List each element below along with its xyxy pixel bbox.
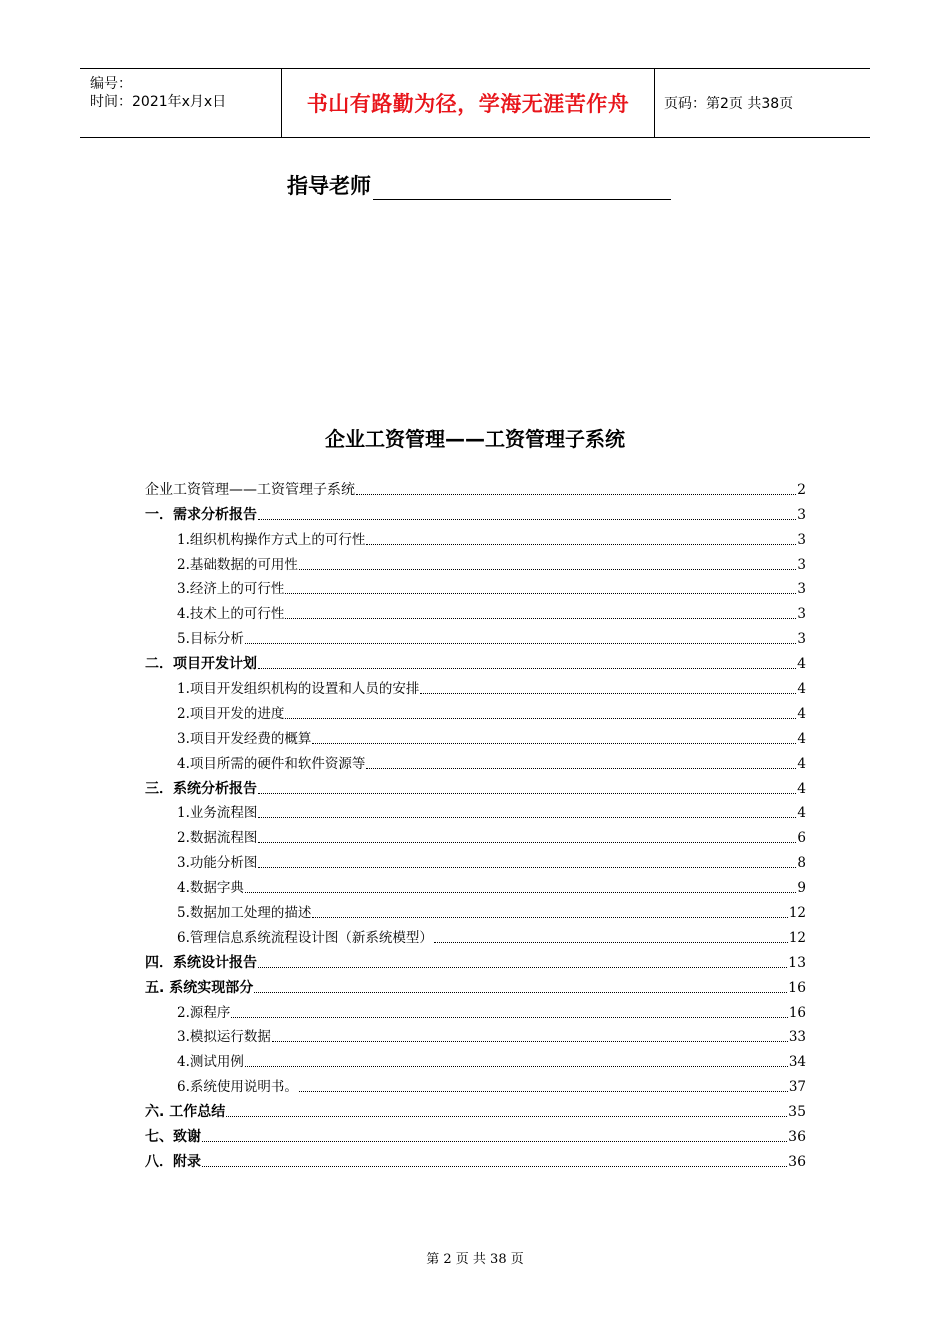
- toc-entry-page: 36: [788, 1153, 806, 1170]
- header-page-cell: [654, 69, 870, 137]
- toc-entry-page: 4: [797, 755, 806, 772]
- toc-entry[interactable]: [145, 648, 806, 673]
- toc-entry-label: 3.项目开发经费的概算: [177, 730, 312, 747]
- toc-entry-page: 2: [797, 481, 806, 498]
- toc-leader-dots: [258, 967, 787, 968]
- toc-entry-page: 3: [797, 606, 806, 623]
- toc-entry-page: 34: [788, 1054, 806, 1071]
- toc-entry-label: 3.功能分析图: [177, 855, 258, 872]
- toc-entry-label: 5.数据加工处理的描述: [177, 905, 312, 922]
- toc-entry[interactable]: [145, 623, 806, 648]
- toc-leader-dots: [366, 768, 796, 769]
- toc-entry-page: 3: [797, 506, 806, 523]
- toc-entry-label: 六. 工作总结: [145, 1104, 226, 1121]
- toc-entry-label: 八．附录: [145, 1153, 201, 1170]
- toc-leader-dots: [312, 917, 787, 918]
- toc-entry-label: 4.项目所需的硬件和软件资源等: [177, 755, 366, 772]
- toc-entry-page: 9: [797, 880, 806, 897]
- toc-entry[interactable]: [145, 798, 806, 823]
- toc-leader-dots: [226, 1116, 787, 1117]
- toc-entry-page: 4: [797, 681, 806, 698]
- toc-leader-dots: [202, 1166, 787, 1167]
- header-meta: [80, 69, 280, 137]
- toc-entry-label: 七、致谢: [145, 1129, 201, 1146]
- toc-entry[interactable]: [145, 673, 806, 698]
- toc-entry-page: 4: [797, 780, 806, 797]
- toc-entry[interactable]: [145, 1121, 806, 1146]
- toc-entry[interactable]: [145, 1046, 806, 1071]
- toc-entry-label: 1.业务流程图: [177, 805, 258, 822]
- table-of-contents: [145, 474, 806, 1171]
- toc-entry-label: 2.项目开发的进度: [177, 705, 285, 722]
- toc-entry[interactable]: [145, 822, 806, 847]
- toc-entry-page: 3: [797, 631, 806, 648]
- toc-entry[interactable]: [145, 773, 806, 798]
- toc-entry-page: 16: [788, 979, 806, 996]
- toc-entry-label: 6.管理信息系统流程设计图（新系统模型）: [177, 929, 433, 946]
- toc-entry-page: 12: [788, 929, 806, 946]
- document-title: 企业工资管理——工资管理子系统: [325, 427, 625, 451]
- toc-leader-dots: [272, 1041, 788, 1042]
- toc-entry[interactable]: [145, 1096, 806, 1121]
- toc-leader-dots: [299, 1091, 788, 1092]
- toc-leader-dots: [258, 793, 796, 794]
- toc-entry-label: 6.系统使用说明书。: [177, 1079, 298, 1096]
- toc-entry-label: 四．系统设计报告: [145, 954, 257, 971]
- toc-leader-dots: [258, 519, 796, 520]
- toc-leader-dots: [366, 544, 796, 545]
- toc-leader-dots: [245, 1066, 788, 1067]
- toc-entry-page: 37: [788, 1079, 806, 1096]
- toc-leader-dots: [356, 494, 796, 495]
- toc-entry-page: 12: [788, 905, 806, 922]
- motto: 书山有路勤为径，学海无涯苦作舟: [306, 92, 630, 116]
- toc-leader-dots: [285, 593, 796, 594]
- toc-entry[interactable]: [145, 1146, 806, 1171]
- toc-entry[interactable]: [145, 574, 806, 599]
- toc-leader-dots: [285, 618, 796, 619]
- toc-entry-label: 企业工资管理——工资管理子系统: [145, 481, 355, 498]
- toc-entry-page: 6: [797, 830, 806, 847]
- toc-entry[interactable]: [145, 897, 806, 922]
- toc-entry-page: 3: [797, 581, 806, 598]
- toc-entry-page: 16: [788, 1004, 806, 1021]
- toc-leader-dots: [434, 942, 788, 943]
- toc-entry-label: 二．项目开发计划: [145, 656, 257, 673]
- toc-entry[interactable]: [145, 947, 806, 972]
- toc-leader-dots: [245, 643, 797, 644]
- toc-entry[interactable]: [145, 922, 806, 947]
- toc-entry-page: 8: [797, 855, 806, 872]
- toc-leader-dots: [258, 817, 796, 818]
- toc-leader-dots: [420, 693, 796, 694]
- toc-entry[interactable]: [145, 847, 806, 872]
- toc-entry-label: 3.经济上的可行性: [177, 581, 285, 598]
- toc-entry[interactable]: [145, 499, 806, 524]
- page-header: [80, 68, 870, 138]
- toc-entry[interactable]: [145, 972, 806, 997]
- toc-entry-page: 4: [797, 705, 806, 722]
- toc-entry-label: 三．系统分析报告: [145, 780, 257, 797]
- toc-entry[interactable]: [145, 598, 806, 623]
- toc-entry[interactable]: [145, 723, 806, 748]
- toc-entry-page: 3: [797, 531, 806, 548]
- toc-entry-label: 5.目标分析: [177, 631, 244, 648]
- advisor-field: [287, 170, 671, 200]
- toc-entry-label: 2.源程序: [177, 1004, 231, 1021]
- toc-entry[interactable]: [145, 549, 806, 574]
- header-motto-cell: [281, 69, 655, 137]
- toc-leader-dots: [254, 992, 787, 993]
- toc-entry-label: 2.数据流程图: [177, 830, 258, 847]
- toc-leader-dots: [231, 1017, 787, 1018]
- toc-entry[interactable]: [145, 872, 806, 897]
- page-code: 页码：第2页 共38页: [664, 96, 794, 112]
- toc-entry[interactable]: [145, 474, 806, 499]
- toc-entry[interactable]: [145, 698, 806, 723]
- toc-entry[interactable]: [145, 1071, 806, 1096]
- toc-entry-page: 13: [788, 954, 806, 971]
- toc-leader-dots: [312, 743, 796, 744]
- number-label: 编号：: [90, 76, 132, 92]
- toc-entry-label: 3.模拟运行数据: [177, 1029, 271, 1046]
- toc-entry-page: 4: [797, 805, 806, 822]
- advisor-blank-line: [373, 177, 671, 200]
- toc-entry[interactable]: [145, 748, 806, 773]
- toc-entry-page: 33: [788, 1029, 806, 1046]
- toc-entry-label: 4.测试用例: [177, 1054, 244, 1071]
- toc-entry-page: 4: [797, 730, 806, 747]
- toc-entry-page: 36: [788, 1129, 806, 1146]
- toc-entry-page: 35: [788, 1104, 806, 1121]
- toc-entry-page: 3: [797, 556, 806, 573]
- time-label: 时间：2021年x月x日: [90, 94, 227, 110]
- toc-entry-label: 4.技术上的可行性: [177, 606, 285, 623]
- toc-entry-label: 1.项目开发组织机构的设置和人员的安排: [177, 681, 420, 698]
- toc-entry-label: 五. 系统实现部分: [145, 979, 254, 996]
- toc-entry[interactable]: [145, 1022, 806, 1047]
- toc-leader-dots: [202, 1141, 787, 1142]
- toc-leader-dots: [258, 668, 796, 669]
- page-footer: 第 2 页 共 38 页: [426, 1252, 524, 1267]
- toc-leader-dots: [299, 569, 797, 570]
- toc-leader-dots: [285, 718, 796, 719]
- toc-entry-page: 4: [797, 656, 806, 673]
- toc-leader-dots: [245, 892, 797, 893]
- toc-entry-label: 2.基础数据的可用性: [177, 556, 298, 573]
- toc-entry[interactable]: [145, 524, 806, 549]
- toc-entry-label: 一．需求分析报告: [145, 506, 257, 523]
- toc-leader-dots: [258, 842, 796, 843]
- toc-entry-label: 1.组织机构操作方式上的可行性: [177, 531, 366, 548]
- advisor-label: 指导老师: [287, 174, 371, 198]
- toc-entry-label: 4.数据字典: [177, 880, 244, 897]
- toc-entry[interactable]: [145, 997, 806, 1022]
- toc-leader-dots: [258, 867, 796, 868]
